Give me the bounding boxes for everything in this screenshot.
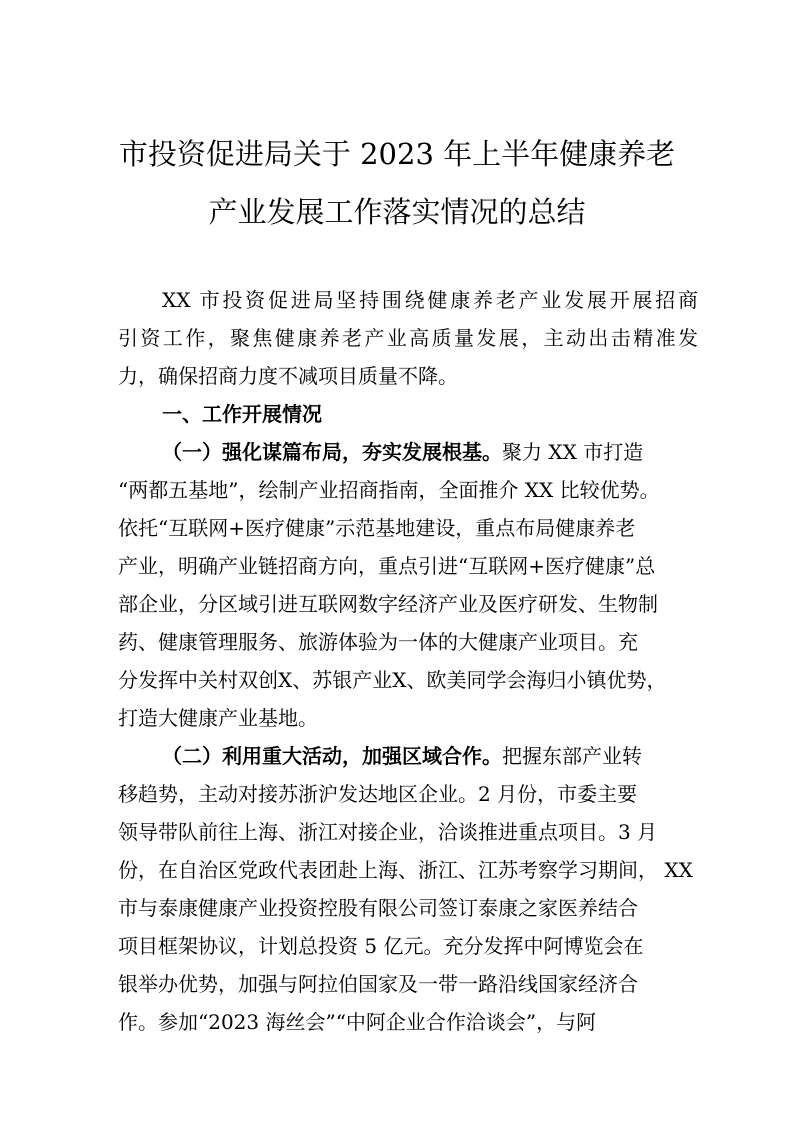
item2-line-1: 把握东部产业转 [502, 744, 642, 768]
intro-line-1: XX 市投资促进局坚持围绕健康养老产业发展开展招商 [162, 288, 698, 312]
item2-lead: （二）利用重大活动，加强区域合作。 [162, 744, 502, 768]
item1-line-6: 药、健康管理服务、旅游体验为一体的大健康产业项目。充 [118, 630, 638, 654]
item1-first-line [118, 433, 698, 471]
item1-line-2: “两都五基地”，绘制产业招商指南，全面推介 XX 比较优势。 [118, 478, 660, 502]
item1-line-4: 产业，明确产业链招商方向，重点引进“互联网+医疗健康”总 [118, 554, 656, 578]
item1-line-3: 依托“互联网+医疗健康”示范基地建设，重点布局健康养老 [118, 516, 636, 540]
section-heading: 一、工作开展情况 [162, 402, 322, 426]
item2-line-5: 市与泰康健康产业投资控股有限公司签订泰康之家医养结合 [118, 896, 638, 920]
document-title-line-2: 产业发展工作落实情况的总结 [208, 195, 586, 229]
item2-line-4: 份，在自治区党政代表团赴上海、浙江、江苏考察学习期间， XX [118, 858, 693, 882]
intro-line-3: 力，确保招商力度不减项目质量不降。 [118, 364, 458, 388]
item1-line-8: 打造大健康产业基地。 [118, 706, 318, 730]
item2-line-3: 领导带队前往上海、浙江对接企业，洽谈推进重点项目。3 月 [118, 820, 658, 844]
document-title-line-1: 市投资促进局关于 2023 年上半年健康养老 [118, 137, 676, 171]
item2-line-7: 银举办优势，加强与阿拉伯国家及一带一路沿线国家经济合 [118, 972, 638, 996]
item1-line-1: 聚力 XX 市打造 [502, 440, 644, 464]
item1-lead: （一）强化谋篇布局，夯实发展根基。 [162, 440, 502, 464]
item2-line-8: 作。参加“2023 海丝会”“中阿企业合作洽谈会”，与阿 [118, 1010, 597, 1034]
item2-line-6: 项目框架协议，计划总投资 5 亿元。充分发挥中阿博览会在 [118, 934, 644, 958]
item1-line-7: 分发挥中关村双创X、苏银产业X、欧美同学会海归小镇优势， [118, 668, 667, 692]
document-body [118, 281, 698, 1041]
item1-line-5: 部企业，分区域引进互联网数字经济产业及医疗研发、生物制 [118, 592, 658, 616]
intro-line-2: 引资工作，聚焦健康养老产业高质量发展，主动出击精准发 [118, 326, 698, 350]
item2-first-line [118, 737, 698, 775]
item2-line-2: 移趋势，主动对接苏浙沪发达地区企业。2 月份，市委主要 [118, 782, 638, 806]
